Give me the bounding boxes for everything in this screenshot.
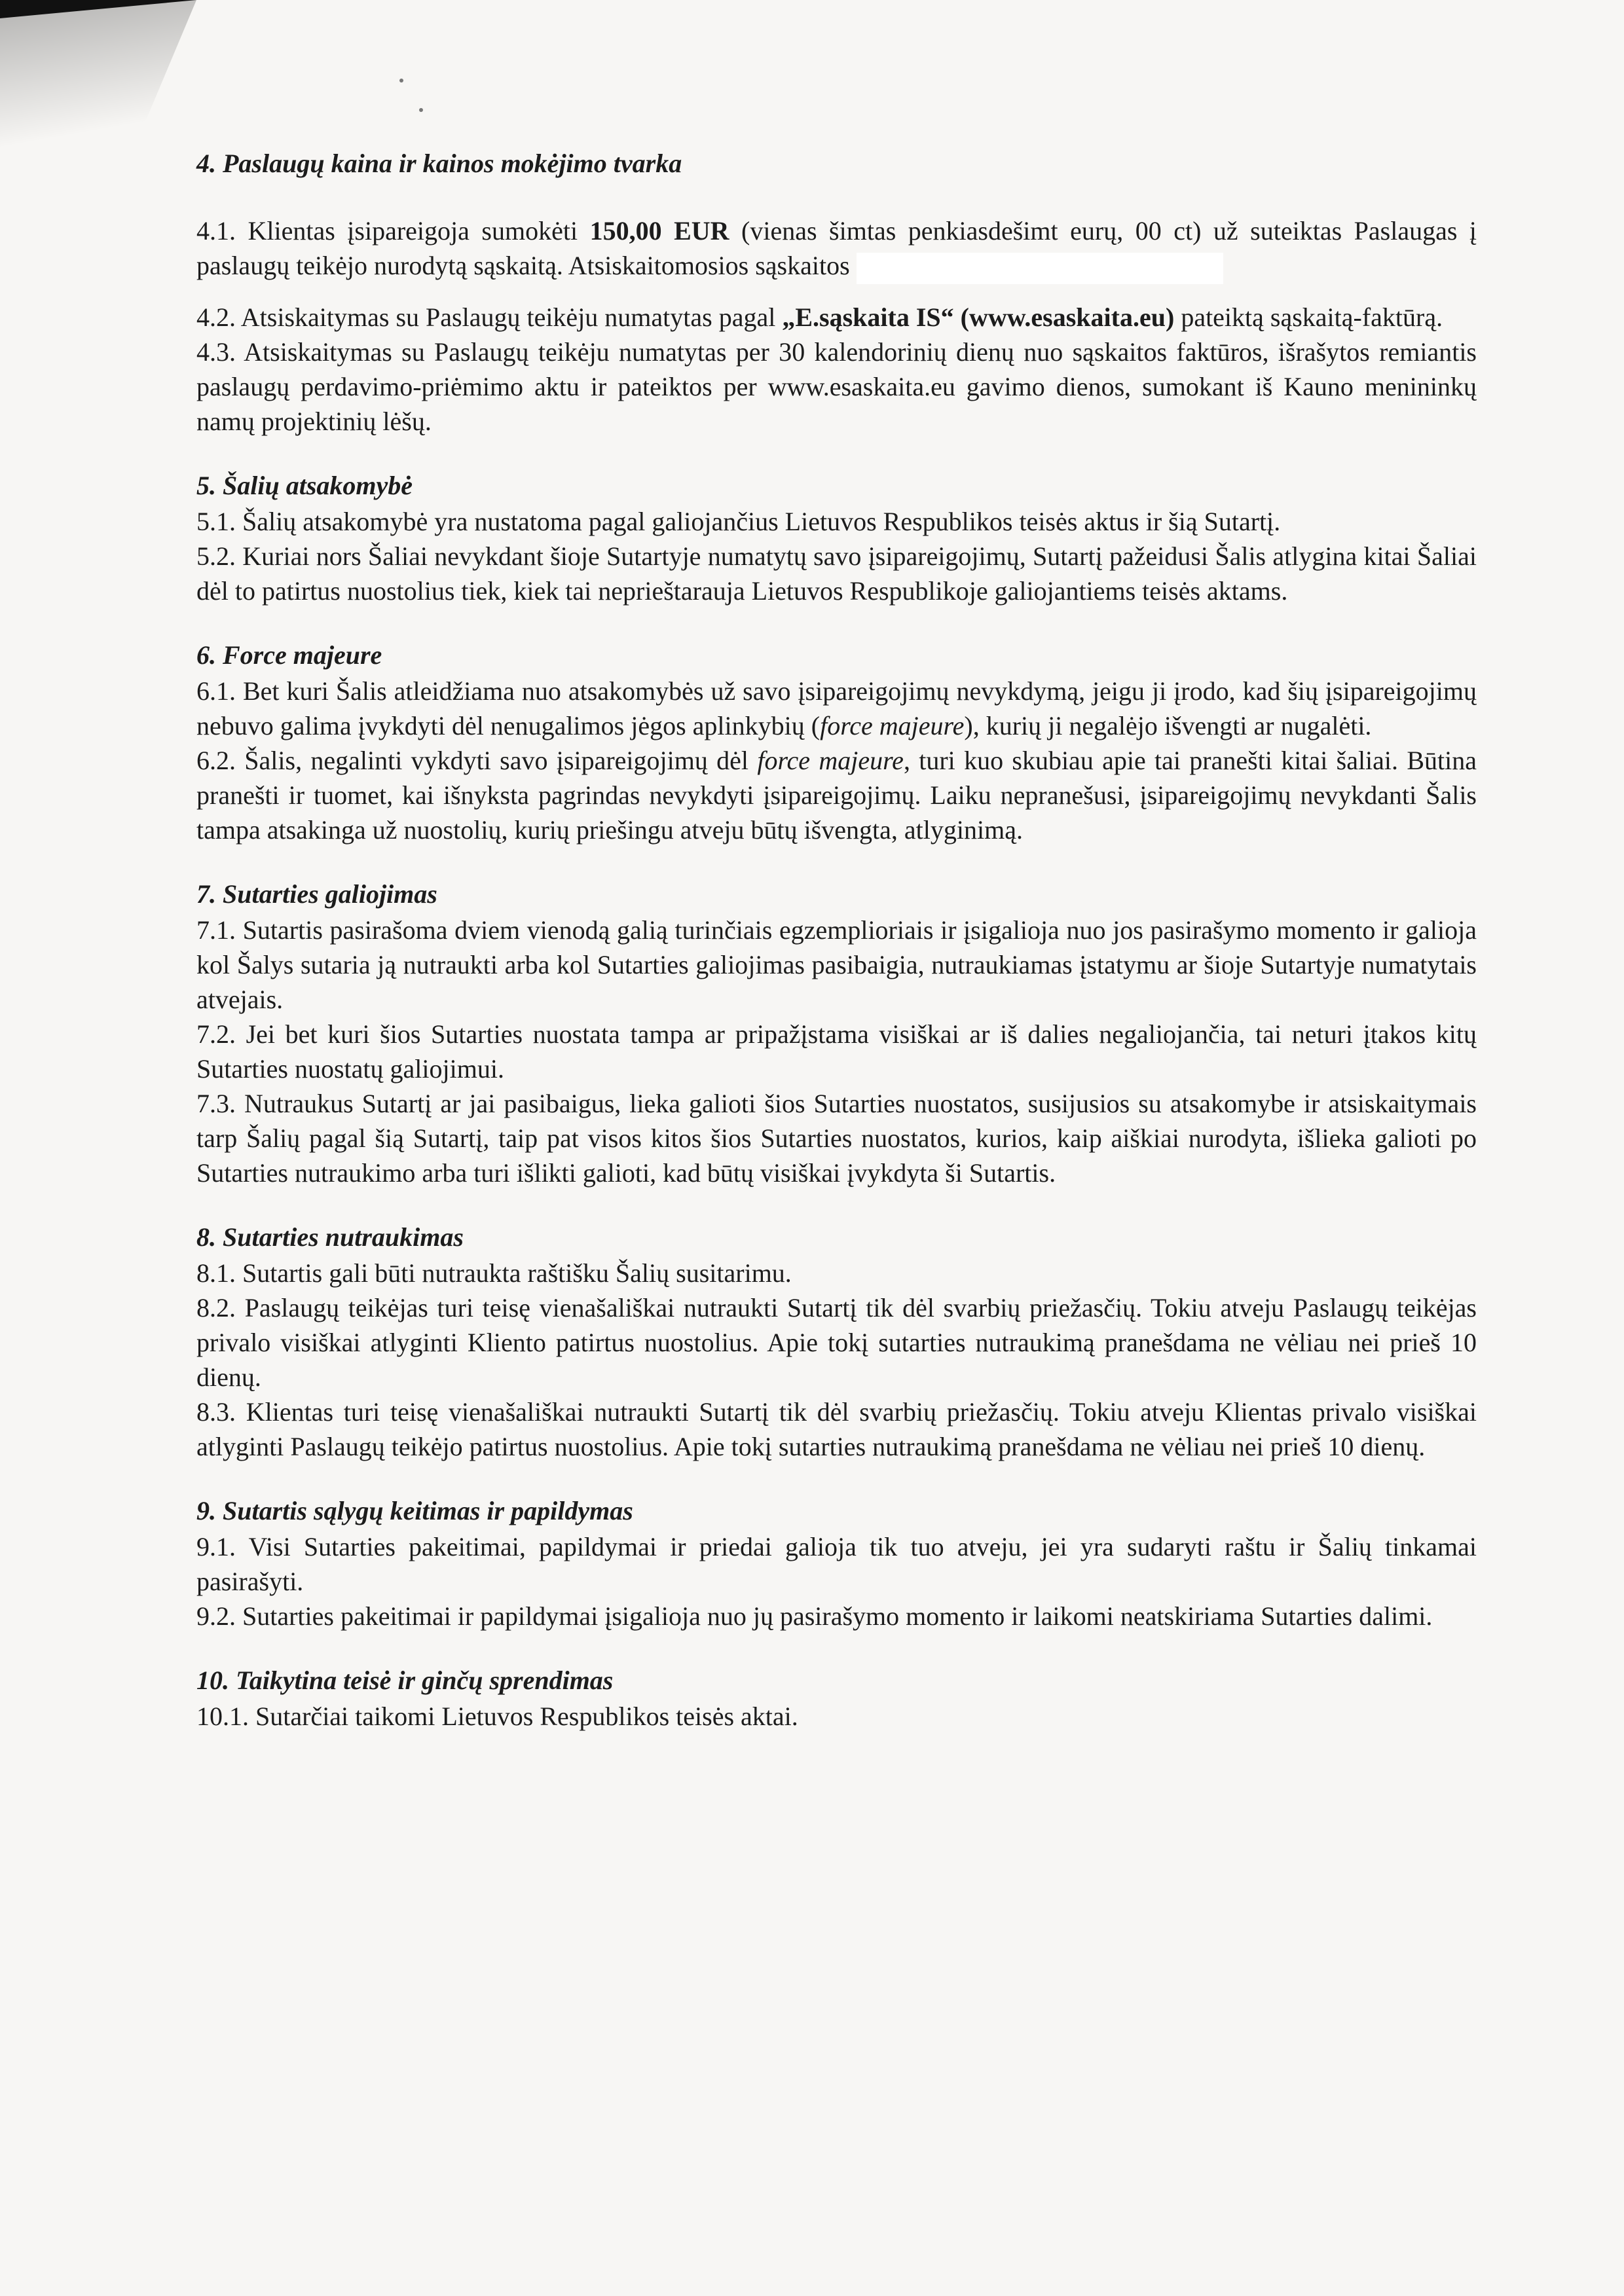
clause-4-1-text-c: (vienas šimtas penkiasdešimt eurų, 00 ct) už suteiktas Paslaugas į paslaugų teikėjo nurodytą sąskaitą. Atsiskaitomosios sąskaitos [196,216,1477,280]
clause-4-3: 4.3. Atsiskaitymas su Paslaugų teikėju numatytas per 30 kalendorinių dienų nuo sąskaitos faktūros, išrašytos remiantis paslaugų perdavimo-priėmimo aktu ir pateiktos per www.esaskaita.eu gavimo dienos, sumokant iš Kauno menininkų namų projektinių lėšų. [196,337,1477,436]
section-4-title: 4. Paslaugų kaina ir kainos mokėjimo tvarka [196,149,682,178]
clause-4-1 [196,213,1477,284]
section-5-title: 5. Šalių atsakomybė [196,470,413,500]
clause-6-1 [196,674,1477,743]
clause-4-1-text-a: Klientas įsipareigoja sumokėti [236,216,590,246]
section-9-title: 9. Sutartis sąlygų keitimas ir papildymas [196,1495,633,1525]
clause-4-2-text-a: Atsiskaitymas su Paslaugų teikėju numatytas pagal [236,302,783,332]
scan-corner-shadow [0,0,196,18]
section-7 [196,876,1477,1190]
scan-edge-shadow [0,0,196,458]
clause-9-1: 9.1. Visi Sutarties pakeitimai, papildymai ir priedai galioja tik tuo atveju, jei yra sudaryti raštu ir Šalių tinkamai pasirašyti. [196,1531,1477,1596]
clause-6-2 [196,743,1477,847]
section-6-title: 6. Force majeure [196,640,382,670]
clause-4-2-number: 4.2. [196,302,236,332]
clause-4-1-number: 4.1. [196,216,236,246]
section-10 [196,1662,1477,1734]
clause-4-2 [196,300,1477,335]
clause-7-1: 7.1. Sutartis pasirašoma dviem vienodą galią turinčiais egzemplioriais ir įsigalioja nuo jos pasirašymo momento ir galioja kol Šalys sutaria ją nutraukti arba kol Sutarties galiojimas pasibaigia, nutraukiamas įstatymu ar šioje Sutartyje numatytais atvejais. [196,915,1477,1014]
clause-5-2: 5.2. Kuriai nors Šaliai nevykdant šioje Sutartyje numatytų savo įsipareigojimų, Sutartį pažeidusi Šalis atlygina kitai Šaliai dėl to patirtus nuostolius tiek, kiek tai neprieštarauja Lietuvos Respublikoje galiojantiems teisės aktams. [196,541,1477,606]
clause-4-1-amount: 150,00 EUR [589,216,729,246]
scan-speck [399,79,403,82]
clause-8-2: 8.2. Paslaugų teikėjas turi teisę vienašališkai nutraukti Sutartį tik dėl svarbių priežasčių. Tokiu atveju Paslaugų teikėjas privalo visiškai atlyginti Kliento patirtus nuostolius. Apie tokį sutarties nutraukimą pranešdama ne vėliau nei prieš 10 dienų. [196,1292,1477,1392]
clause-4-2-system: „E.sąskaita IS“ (www.esaskaita.eu) [782,302,1175,332]
document-body [196,145,1477,1734]
clause-4-2-text-c: pateiktą sąskaitą-faktūrą. [1174,302,1443,332]
section-8-title: 8. Sutarties nutraukimas [196,1222,464,1252]
clause-5-1: 5.1. Šalių atsakomybė yra nustatoma pagal galiojančius Lietuvos Respublikos teisės aktus ir šią Sutartį. [196,506,1281,536]
clause-6-1-italic: force majeure [820,710,965,740]
section-9 [196,1493,1477,1633]
section-10-title: 10. Taikytina teisė ir ginčų sprendimas [196,1665,614,1695]
clause-7-3: 7.3. Nutraukus Sutartį ar jai pasibaigus, lieka galioti šios Sutarties nuostatos, susijusios su atsakomybe ir atsiskaitymais tarp Šalių pagal šią Sutartį, taip pat visos kitos šios Sutarties nuostatos, kurios, kaip aiškiai nurodyta, išlieka galioti po Sutarties nutraukimo arba turi išlikti galioti, kad būtų visiškai įvykdyta ši Sutartis. [196,1088,1477,1188]
section-7-title: 7. Sutarties galiojimas [196,879,437,909]
section-8 [196,1219,1477,1464]
section-4 [196,145,1477,439]
clause-6-2-text-a: 6.2. Šalis, negalinti vykdyti savo įsipareigojimų dėl [196,745,758,775]
clause-6-1-text-b: ), kurių ji negalėjo išvengti ar nugalėti. [964,710,1372,740]
redacted-account-number [857,253,1223,284]
clause-9-2: 9.2. Sutarties pakeitimai ir papildymai įsigalioja nuo jų pasirašymo momento ir laikomi neatskiriama Sutarties dalimi. [196,1601,1433,1631]
section-6 [196,637,1477,847]
scan-speck [419,108,423,112]
section-5 [196,467,1477,608]
clause-8-1: 8.1. Sutartis gali būti nutraukta raštišku Šalių susitarimu. [196,1258,792,1288]
clause-6-1-text-a: 6.1. Bet kuri Šalis atleidžiama nuo atsakomybės už savo įsipareigojimų nevykdymą, jeigu ji įrodo, kad šių įsipareigojimų nebuvo galima įvykdyti dėl nenugalimos jėgos aplinkybių ( [196,676,1477,740]
clause-6-2-text-b: , turi kuo skubiau apie tai pranešti kitai šaliai. Būtina pranešti ir tuomet, kai išnyksta pagrindas nevykdyti įsipareigojimų. Laiku nepranešusi, įsipareigojimų nevykdanti Šalis tampa atsakinga už nuostolių, kurių priešingu atveju būtų išvengta, atlyginimą. [196,745,1477,845]
clause-7-2: 7.2. Jei bet kuri šios Sutarties nuostata tampa ar pripažįstama visiškai ar iš dalies negaliojančia, tai neturi įtakos kitų Sutarties nuostatų galiojimui. [196,1019,1477,1084]
clause-6-2-italic: force majeure [757,745,904,775]
clause-8-3: 8.3. Klientas turi teisę vienašališkai nutraukti Sutartį tik dėl svarbių priežasčių. Tokiu atveju Klientas privalo visiškai atlyginti Paslaugų teikėjo patirtus nuostolius. Apie tokį sutarties nutraukimą pranešdama ne vėliau nei prieš 10 dienų. [196,1396,1477,1461]
clause-10-1: 10.1. Sutarčiai taikomi Lietuvos Respublikos teisės aktai. [196,1701,798,1731]
